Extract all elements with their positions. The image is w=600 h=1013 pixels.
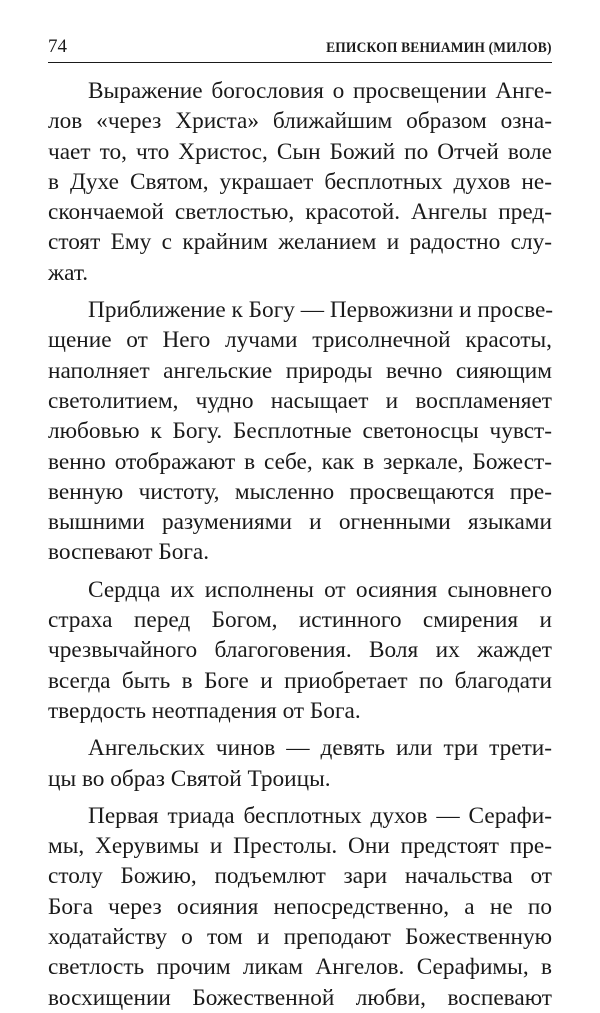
text-line: чает то, что Христос, Сын Божий по Отчей воле: [48, 138, 552, 165]
text-line: Приближение к Богу — Первожизни и просве-: [88, 297, 554, 324]
text-line: светлость прочим ликам Ангелов. Серафимы, в: [48, 954, 552, 981]
book-page: [48, 0, 554, 1011]
page-number: 74: [48, 36, 67, 57]
page-header: [48, 36, 552, 63]
paragraph: [48, 76, 552, 288]
text-line: столу Божию, подъемлют зари начальства от: [48, 863, 552, 890]
text-line: Выражение богословия о просвещении Анге-: [88, 78, 552, 104]
text-line: цы во образ Святой Троицы.: [48, 765, 331, 792]
text-line: всегда быть в Боге и приобретает по благодати: [48, 667, 552, 694]
text-line: венно отображают в себе, как в зеркале, Божест-: [48, 448, 552, 475]
text-line: Ангельских чинов — девять или три трети-: [88, 735, 552, 762]
text-line: щение от Него лучами трисолнечной красоты,: [48, 327, 552, 354]
paragraph: [48, 295, 552, 568]
text-line: жат.: [48, 259, 89, 286]
text-line: наполняет ангельские природы вечно сияющим: [48, 357, 552, 384]
text-line: венную чистоту, мысленно просвещаются пре-: [48, 478, 552, 505]
text-line: Бога через осияния непосредственно, а не по: [48, 893, 552, 920]
text-line: восхищении Божественной любви, воспевают: [48, 984, 552, 1011]
body-text: [48, 76, 552, 1013]
text-line: Сердца их исполнены от осияния сыновнего: [88, 576, 552, 603]
text-line: мы, Херувимы и Престолы. Они предстоят пре-: [48, 833, 552, 860]
text-line: скончаемой светлостью, красотой. Ангелы пред-: [48, 199, 552, 226]
running-head: ЕПИСКОП ВЕНИАМИН (МИЛОВ): [326, 40, 552, 56]
text-line: Первая триада бесплотных духов — Серафи-: [88, 802, 552, 829]
text-line: твердость неотпадения от Бога.: [48, 697, 361, 724]
text-line: страха перед Богом, истинного смирения и: [48, 607, 552, 634]
text-line: чрезвычайного благоговения. Воля их жаждет: [48, 637, 552, 664]
text-line: лов «через Христа» ближайшим образом озна-: [48, 108, 552, 135]
text-line: стоят Ему с крайним желанием и радостно слу-: [48, 229, 552, 256]
text-line: воспевают Бога.: [48, 539, 210, 566]
paragraph: [48, 733, 552, 794]
text-line: ходатайству о том и преподают Божественную: [48, 924, 552, 951]
paragraph: [48, 801, 552, 1013]
text-line: вышними разумениями и огненными языками: [48, 509, 552, 536]
text-line: светолитием, чудно насыщает и воспламеняет: [48, 387, 552, 414]
text-line: любовью к Богу. Бесплотные светоносцы чувст-: [48, 418, 552, 445]
paragraph: [48, 575, 552, 726]
text-line: в Духе Святом, украшает бесплотных духов не-: [48, 168, 552, 195]
